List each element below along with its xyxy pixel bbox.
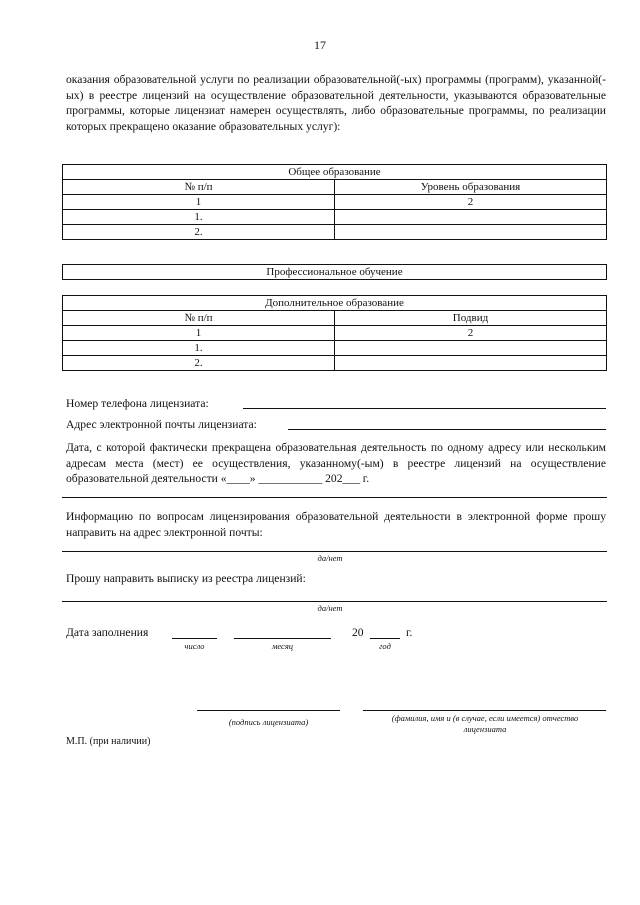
- additional-education-table: [62, 295, 607, 371]
- row-number: 2.: [63, 225, 335, 240]
- general-education-title: Общее образование: [63, 165, 607, 180]
- fill-date-label: Дата заполнения: [66, 626, 149, 639]
- extract-label: Прошу направить выписку из реестра лицензий:: [66, 572, 306, 585]
- additional-education-title: Дополнительное образование: [63, 296, 607, 311]
- fill-date-day-field[interactable]: [172, 638, 217, 639]
- page-number: 17: [314, 38, 326, 52]
- additional-col-num-header: № п/п: [63, 311, 335, 326]
- additional-col-sub-header: Подвид: [335, 311, 607, 326]
- intro-paragraph: оказания образовательной услуги по реализации образовательной(-ых) программы (программ), указанной(-ых) в реестре лицензий на осуществление образовательной деятельности, указываются образовательные программы, которые лицензиат намерен осуществлять, либо образовательные программы, по реализации которых прекращено оказание образовательных услуг):: [66, 73, 606, 133]
- row-value[interactable]: [335, 225, 607, 240]
- email-field[interactable]: [288, 429, 606, 430]
- general-col-index-1: 1: [63, 195, 335, 210]
- table-row: [63, 341, 607, 356]
- fill-date-month-caption: месяц: [271, 641, 294, 651]
- email-label: Адрес электронной почты лицензиата:: [66, 418, 257, 431]
- fill-date-year-suffix: г.: [406, 626, 413, 639]
- extract-answer-field[interactable]: [62, 601, 607, 602]
- electronic-info-caption: да/нет: [317, 553, 343, 563]
- fill-date-day-caption: число: [184, 641, 205, 651]
- fill-date-month-field[interactable]: [234, 638, 331, 639]
- general-col-num-header: № п/п: [63, 180, 335, 195]
- electronic-info-answer-field[interactable]: [62, 551, 607, 552]
- signature-field[interactable]: [197, 710, 340, 711]
- professional-training-box: Профессиональное обучение: [62, 264, 607, 280]
- name-caption: (фамилия, имя и (в случае, если имеется) отчество лицензиата: [391, 713, 579, 734]
- name-field[interactable]: [363, 710, 606, 711]
- table-row: [63, 225, 607, 240]
- fill-date-year-prefix: 20: [352, 626, 364, 639]
- fill-date-year-field[interactable]: [370, 638, 400, 639]
- electronic-info-paragraph: Информацию по вопросам лицензирования образовательной деятельности в электронной форме прошу направить на адрес электронной почты:: [66, 510, 606, 539]
- row-value[interactable]: [335, 356, 607, 371]
- general-education-table: [62, 164, 607, 240]
- section-divider: [62, 497, 607, 498]
- general-col-level-header: Уровень образования: [335, 180, 607, 195]
- phone-label: Номер телефона лицензиата:: [66, 397, 209, 410]
- table-row: [63, 210, 607, 225]
- table-row: [63, 356, 607, 371]
- row-number: 1.: [63, 210, 335, 225]
- termination-paragraph: Дата, с которой фактически прекращена образовательная деятельность по одному адресу или нескольким адресам места (мест) ее осуществления, указанному(-ым) в реестре лицензий на осуществление образовательной деятельности «____» ___________ 202___ г.: [66, 441, 606, 486]
- row-value[interactable]: [335, 210, 607, 225]
- row-number: 2.: [63, 356, 335, 371]
- additional-col-index-1: 1: [63, 326, 335, 341]
- additional-col-index-2: 2: [335, 326, 607, 341]
- row-number: 1.: [63, 341, 335, 356]
- row-value[interactable]: [335, 341, 607, 356]
- general-col-index-2: 2: [335, 195, 607, 210]
- stamp-label: М.П. (при наличии): [66, 736, 151, 747]
- phone-field[interactable]: [243, 408, 606, 409]
- extract-caption: да/нет: [317, 603, 343, 613]
- fill-date-year-caption: год: [379, 641, 391, 651]
- signature-caption: (подпись лицензиата): [228, 717, 309, 727]
